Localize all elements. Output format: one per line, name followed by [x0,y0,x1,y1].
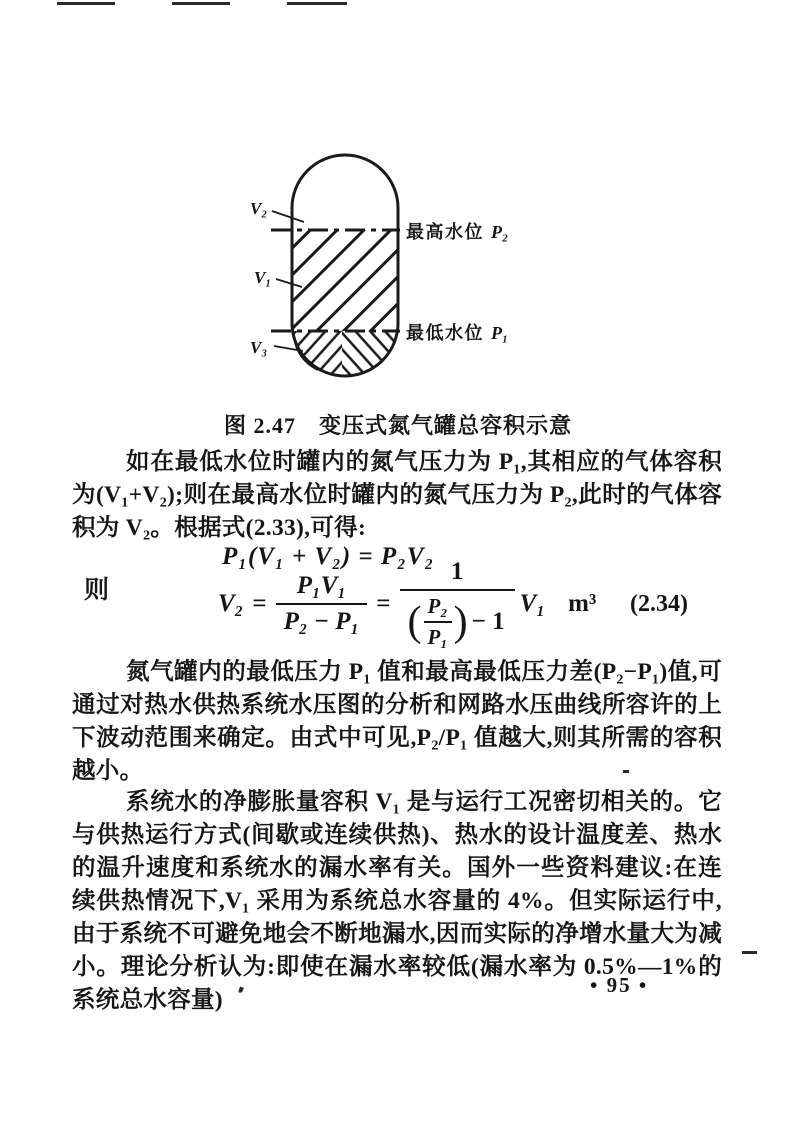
fraction-2 [400,558,515,650]
fraction-1-numerator: P₁V₁ [296,572,347,599]
equation-body [218,558,630,650]
eq-equals: = [376,590,391,617]
open-paren: ( [407,599,422,645]
eq-tail-variable: V₁ [519,590,546,617]
leader-v2 [272,211,304,222]
scan-artifact-line [57,2,115,5]
paragraph-3: 系统水的净膨胀量容积 V₁ 是与运行工况密切相关的。它与供热运行方式(间歇或连续供热)、热水的设计温度差、热水的温升速度和系统水的漏水率有关。国外一些资料建议:在连续供热情况下,V₁ 采用为系统总水容量的 4%。但实际运行中,由于系统不可避免地会不断地漏水,因而实际的净增水量大为减小。理论分析认为:即使在漏水率较低(漏水率为 0.5%—1%的系统总水容量) [72,789,722,1013]
minus-one: − 1 [471,608,505,635]
eq-equals: = [252,590,267,617]
scan-artifact-line [287,2,347,5]
then-word: 则 [84,577,110,604]
inner-numerator: P₂ [427,594,448,618]
eq-unit: m³ [568,590,597,617]
scan-artifact-dot [623,770,629,773]
high-water-label: 最高水位 P₂ [406,222,509,242]
paragraph-1: 如在最低水位时罐内的氮气压力为 P₁,其相应的气体容积为(V₁+V₂);则在最高水位时罐内的氮气压力为 P₂,此时的气体容积为 V₂。根据式(2.33),可得: [72,449,722,541]
inner-fraction [424,594,452,650]
label-v3: V₃ [250,338,268,357]
fraction-2-numerator: 1 [450,558,464,585]
low-water-label: 最低水位 P₁ [406,323,509,343]
tank-diagram [228,143,573,393]
scan-artifact-line [172,2,230,5]
label-v1: V₁ [254,268,272,287]
equation-1: P₁(V₁ + V₂) = P₂V₂ [222,543,435,570]
equation-number: (2.34) [630,590,688,617]
paragraph-2: 氮气罐内的最低压力 P₁ 值和最高最低压力差(P₂−P₁)值,可通过对热水供热系统水压图的分析和网路水压曲线所容许的上下波动范围来确定。由式中可见,P₂/P₁ 值越大,则其所需的容积越小。 [72,659,722,784]
equation-2-34 [72,558,722,650]
label-v2: V₂ [250,199,268,218]
water-region-v1 [292,230,398,331]
scan-artifact-dash [742,951,757,954]
fraction-1-denominator: P₂ − P₁ [276,603,368,636]
inner-denominator: P₁ [424,621,452,650]
close-paren: ) [453,599,468,645]
figure-caption: 图 2.47 变压式氮气罐总容积示意 [223,413,572,438]
eq-lhs: V₂ [218,590,244,617]
page-number: • 95 • [590,973,649,997]
fraction-2-denominator [400,589,515,650]
fraction-1 [276,572,368,636]
